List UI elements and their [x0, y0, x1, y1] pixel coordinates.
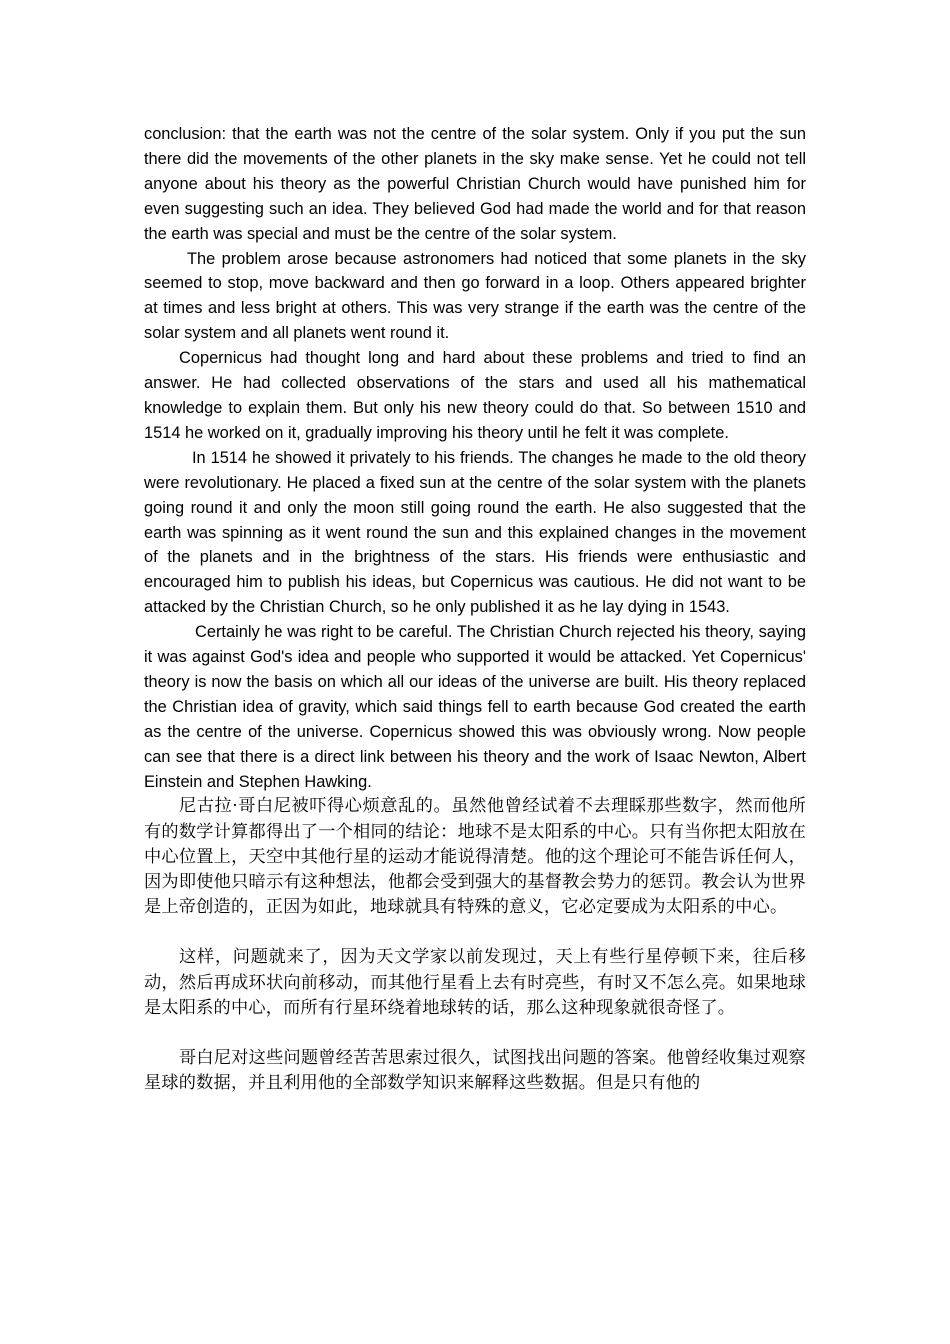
paragraph-zh-2: 这样，问题就来了，因为天文学家以前发现过，天上有些行星停顿下来，往后移动，然后再成环状向前移动，而其他行星看上去有时亮些，有时又不怎么亮。如果地球是太阳系的中心，而所有行星环绕着地球转的话，那么这种现象就很奇怪了。 — [144, 947, 806, 1018]
document-page — [144, 122, 806, 1097]
paragraph-en-2: The problem arose because astronomers had noticed that some planets in the sky seemed to stop, move backward and then go forward in a loop. Others appeared brighter at times and less bright at others. This was very strange if the earth was the centre of the solar system and all planets went round it. — [144, 249, 806, 343]
paragraph-zh-3: 哥白尼对这些问题曾经苦苦思索过很久，试图找出问题的答案。他曾经收集过观察星球的数据，并且利用他的全部数学知识来解释这些数据。但是只有他的 — [144, 1048, 806, 1094]
paragraph-en-3: Copernicus had thought long and hard about these problems and tried to find an answer. He had collected observations of the stars and used all his mathematical knowledge to explain them. But only his new theory could do that. So between 1510 and 1514 he worked on it, gradually improving his theory until he felt it was complete. — [144, 349, 806, 442]
paragraph-en-5: Certainly he was right to be careful. The Christian Church rejected his theory, saying it was against God's idea and people who supported it would be attacked. Yet Copernicus' theory is now the basis on which all our ideas of the universe are built. His theory replaced the Christian idea of gravity, which said things fell to earth because God created the earth as the centre of the universe. Copernicus showed this was obviously wrong. Now people can see that there is a direct link between his theory and the work of Isaac Newton, Albert Einstein and Stephen Hawking. — [144, 623, 806, 791]
paragraph-en-1: conclusion: that the earth was not the centre of the solar system. Only if you put the sun there did the movements of the other planets in the sky make sense. Yet he could not tell anyone about his theory as the powerful Christian Church would have punished him for even suggesting such an idea. They believed God had made the world and for that reason the earth was special and must be the centre of the solar system. — [144, 125, 806, 243]
paragraph-en-4: In 1514 he showed it privately to his friends. The changes he made to the old theory were revolutionary. He placed a fixed sun at the centre of the solar system with the planets going round it and only the moon still going round the earth. He also suggested that the earth was spinning as it went round the sun and this explained changes in the movement of the planets and in the brightness of the stars. His friends were enthusiastic and encouraged him to publish his ideas, but Copernicus was cautious. He did not want to be attacked by the Christian Church, so he only published it as he lay dying in 1543. — [144, 448, 806, 617]
paragraph-zh-1: 尼古拉·哥白尼被吓得心烦意乱的。虽然他曾经试着不去理睬那些数字，然而他所有的数学计算都得出了一个相同的结论：地球不是太阳系的中心。只有当你把太阳放在中心位置上，天空中其他行星的运动才能说得清楚。他的这个理论可不能告诉任何人，因为即使他只暗示有这种想法，他都会受到强大的基督教会势力的惩罚。教会认为世界是上帝创造的，正因为如此，地球就具有特殊的意义，它必定要成为太阳系的中心。 — [144, 796, 806, 918]
